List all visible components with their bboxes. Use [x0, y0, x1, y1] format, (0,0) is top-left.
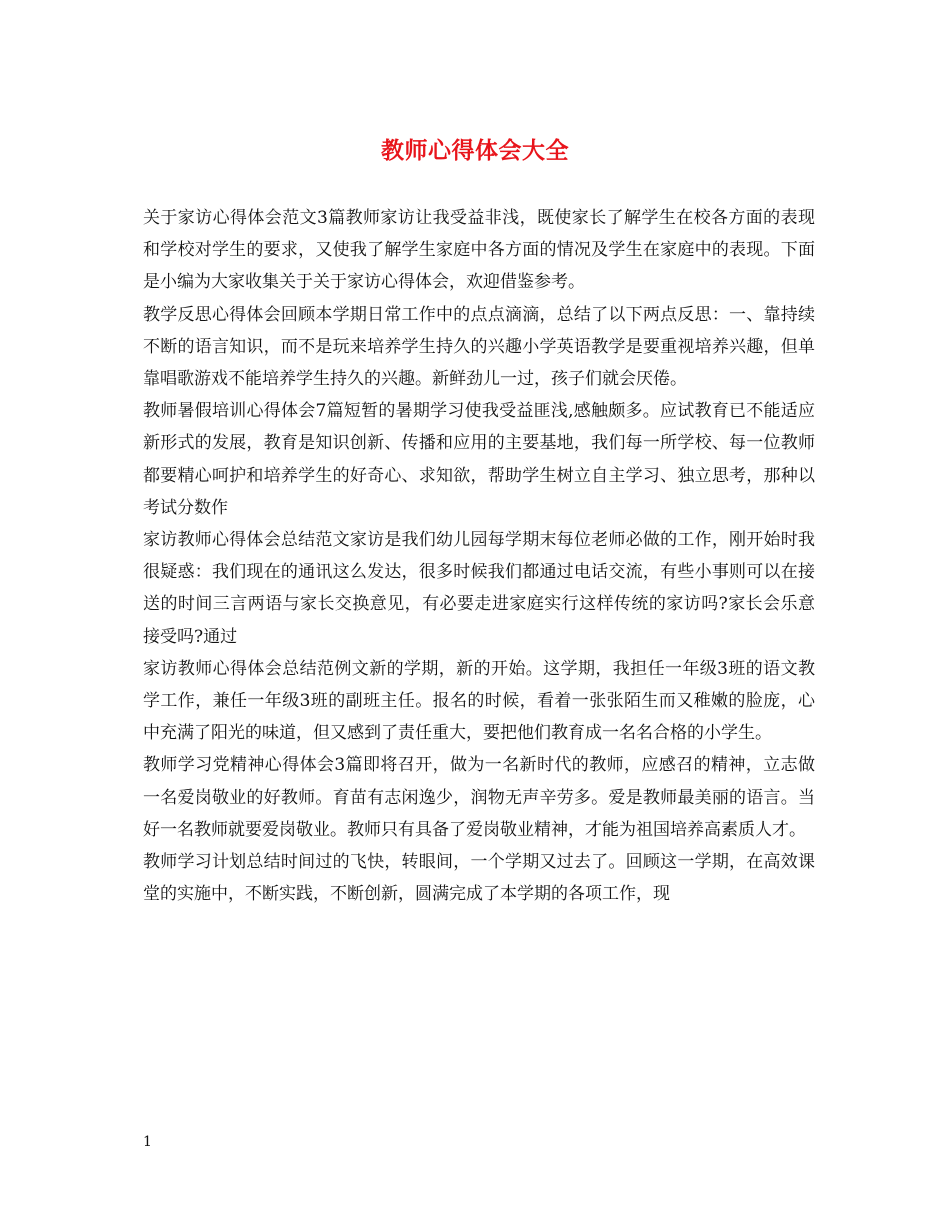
paragraph-6: 教师学习党精神心得体会3篇即将召开，做为一名新时代的教师，应感召的精神，立志做一名爱岗敬业的好教师。育苗有志闲逸少，润物无声辛劳多。爱是教师最美丽的语言。当好一名教师就要爱岗敬业。教师只有具备了爱岗敬业精神，才能为祖国培养高素质人才。	[143, 755, 815, 840]
document-body	[143, 202, 815, 910]
page-number: 1	[143, 1134, 152, 1150]
document-title: 教师心得体会大全	[381, 137, 569, 164]
paragraph-2: 教学反思心得体会回顾本学期日常工作中的点点滴滴，总结了以下两点反思：一、靠持续不断的语言知识，而不是玩来培养学生持久的兴趣小学英语教学是要重视培养兴趣，但单靠唱歌游戏不能培养学生持久的兴趣。新鲜劲儿一过，孩子们就会厌倦。	[143, 304, 815, 390]
paragraph-4: 家访教师心得体会总结范文家访是我们幼儿园每学期末每位老师必做的工作，刚开始时我很疑惑：我们现在的通讯这么发达，很多时候我们都通过电话交流，有些小事则可以在接送的时间三言两语与家长交换意见，有必要走进家庭实行这样传统的家访吗?家长会乐意接受吗?通过	[143, 530, 815, 647]
paragraph-1: 关于家访心得体会范文3篇教师家访让我受益非浅，既使家长了解学生在校各方面的表现和学校对学生的要求，又使我了解学生家庭中各方面的情况及学生在家庭中的表现。下面是小编为大家收集关于关于家访心得体会，欢迎借鉴参考。	[143, 208, 815, 293]
paragraph-5: 家访教师心得体会总结范例文新的学期，新的开始。这学期，我担任一年级3班的语文教学工作，兼任一年级3班的副班主任。报名的时候，看着一张张陌生而又稚嫩的脸庞，心中充满了阳光的味道，但又感到了责任重大，要把他们教育成一名名合格的小学生。	[143, 658, 815, 744]
paragraph-3: 教师暑假培训心得体会7篇短暂的暑期学习使我受益匪浅,感触颇多。应试教育已不能适应新形式的发展，教育是知识创新、传播和应用的主要基地，我们每一所学校、每一位教师都要精心呵护和培养学生的好奇心、求知欲，帮助学生树立自主学习、独立思考，那种以考试分数作	[143, 401, 815, 518]
paragraph-7: 教师学习计划总结时间过的飞快，转眼间，一个学期又过去了。回顾这一学期，在高效课堂的实施中，不断实践，不断创新，圆满完成了本学期的各项工作，现	[143, 852, 815, 905]
